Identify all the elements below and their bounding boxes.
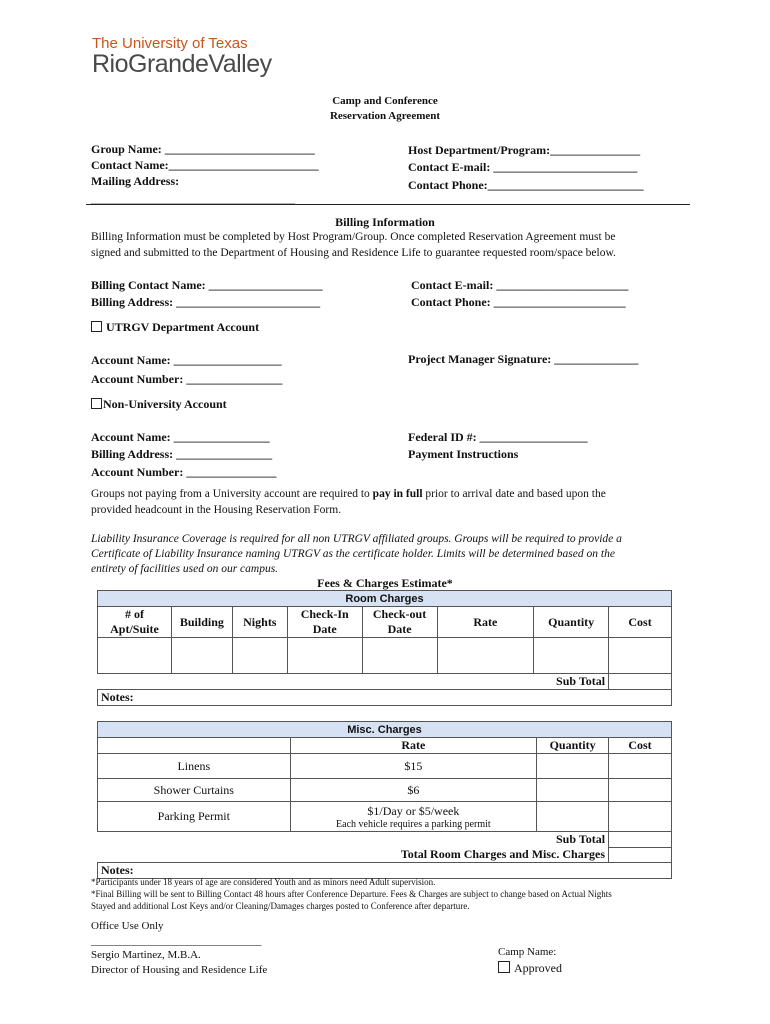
misc-header-rate: Rate xyxy=(290,738,536,754)
header-building: Building xyxy=(171,607,232,638)
room-charges-title: Room Charges xyxy=(98,591,672,607)
liability-line1: Liability Insurance Coverage is required for all non UTRGV affiliated groups. Groups will be required to provide a xyxy=(91,533,622,545)
section-divider xyxy=(86,204,690,205)
non-university-account-label: Non-University Account xyxy=(103,397,227,411)
billing-contact-phone-field[interactable]: Contact Phone: ______________________ xyxy=(411,295,626,309)
nonuni-account-number-field[interactable]: Account Number: _______________ xyxy=(91,465,277,479)
misc-subtotal-value[interactable] xyxy=(609,832,672,848)
misc-charges-title: Misc. Charges xyxy=(98,722,672,738)
billing-contact-name-field[interactable]: Billing Contact Name: ___________________ xyxy=(91,278,323,292)
billing-contact-email-field[interactable]: Contact E-mail: ______________________ xyxy=(411,278,629,292)
misc-header-quantity: Quantity xyxy=(537,738,609,754)
logo-rgv-text: RioGrandeValley xyxy=(92,50,272,78)
utrgv-account-option[interactable] xyxy=(91,320,259,335)
utrgv-account-number-field[interactable]: Account Number: ________________ xyxy=(91,372,283,386)
checkbox-icon[interactable] xyxy=(91,321,102,332)
misc-rate-shower-curtains: $6 xyxy=(290,779,536,802)
room-notes[interactable]: Notes: xyxy=(98,690,672,706)
groups-payment-note: Groups not paying from a University account are required to pay in full prior to arrival date and based upon the xyxy=(91,488,606,500)
misc-rate-linens: $15 xyxy=(290,754,536,779)
logo-university-text: The University of Texas xyxy=(92,35,248,52)
grand-total-value[interactable] xyxy=(609,847,672,863)
checkbox-icon[interactable] xyxy=(91,398,102,409)
cell-apt-suite[interactable] xyxy=(98,638,172,674)
approved-option[interactable] xyxy=(498,961,562,976)
office-use-label: Office Use Only xyxy=(91,920,164,932)
footnote-billing: *Final Billing will be sent to Billing Contact 48 hours after Conference Departure. Fees & Charges are subject to change based on Actual Nights xyxy=(91,889,612,899)
parking-permit-note: Each vehicle requires a parking permit xyxy=(336,818,491,830)
cell-check-in[interactable] xyxy=(287,638,362,674)
utrgv-account-name-field[interactable]: Account Name: __________________ xyxy=(91,353,282,367)
header-check-out: Check-out Date xyxy=(362,607,437,638)
header-quantity: Quantity xyxy=(534,607,609,638)
billing-heading: Billing Information xyxy=(335,215,435,229)
nonuni-account-name-field[interactable]: Account Name: ________________ xyxy=(91,430,270,444)
billing-text-line1: Billing Information must be completed by Host Program/Group. Once completed Reservation Agreement must be xyxy=(91,231,616,243)
liability-line3: entirety of facilities used on our campus. xyxy=(91,563,279,575)
misc-cost-linens[interactable] xyxy=(609,754,672,779)
misc-charges-table xyxy=(97,721,672,879)
cell-cost[interactable] xyxy=(609,638,672,674)
group-contact-phone-field[interactable]: Contact Phone:__________________________ xyxy=(408,178,644,192)
director-name: Sergio Martinez, M.B.A. xyxy=(91,949,201,961)
misc-qty-parking-permit[interactable] xyxy=(537,802,609,832)
misc-cost-shower-curtains[interactable] xyxy=(609,779,672,802)
misc-header-cost: Cost xyxy=(609,738,672,754)
group-contact-email-field[interactable]: Contact E-mail: ________________________ xyxy=(408,160,638,174)
contact-name-field[interactable]: Contact Name:_________________________ xyxy=(91,158,319,172)
mailing-address-label: Mailing Address: xyxy=(91,174,180,188)
federal-id-field[interactable]: Federal ID #: __________________ xyxy=(408,430,588,444)
group-name-field[interactable]: Group Name: _________________________ xyxy=(91,142,315,156)
signature-line[interactable]: _______________________________ xyxy=(91,935,262,947)
header-rate: Rate xyxy=(437,607,534,638)
doc-title-line2: Reservation Agreement xyxy=(329,110,441,122)
header-check-in: Check-In Date xyxy=(287,607,362,638)
footnote-billing-line2: Stayed and additional Lost Keys and/or Cleaning/Damages charges posted to Conference after departure. xyxy=(91,901,470,911)
mailing-address-field[interactable]: __________________________________ xyxy=(91,192,295,206)
header-nights: Nights xyxy=(232,607,287,638)
project-manager-signature-field[interactable]: Project Manager Signature: ______________ xyxy=(408,352,639,366)
doc-title-line1: Camp and Conference xyxy=(332,95,438,107)
misc-rate-parking-permit: $1/Day or $5/week Each vehicle requires a parking permit xyxy=(290,802,536,832)
payment-instructions-label: Payment Instructions xyxy=(408,447,519,461)
misc-qty-linens[interactable] xyxy=(537,754,609,779)
grand-total-label: Total Room Charges and Misc. Charges xyxy=(400,847,606,861)
billing-address-field[interactable]: Billing Address: ________________________ xyxy=(91,295,321,309)
misc-item-linens: Linens xyxy=(98,754,291,779)
cell-building[interactable] xyxy=(171,638,232,674)
room-subtotal-label: Sub Total xyxy=(534,674,609,690)
fees-title: Fees & Charges Estimate* xyxy=(317,576,453,590)
cell-check-out[interactable] xyxy=(362,638,437,674)
nonuni-billing-address-field[interactable]: Billing Address: ________________ xyxy=(91,447,273,461)
room-charges-table xyxy=(97,590,672,706)
misc-item-shower-curtains: Shower Curtains xyxy=(98,779,291,802)
misc-subtotal-label: Sub Total xyxy=(556,832,606,846)
cell-quantity[interactable] xyxy=(534,638,609,674)
host-dept-field[interactable]: Host Department/Program:_______________ xyxy=(408,143,641,157)
misc-item-parking-permit: Parking Permit xyxy=(98,802,291,832)
misc-qty-shower-curtains[interactable] xyxy=(537,779,609,802)
cell-nights[interactable] xyxy=(232,638,287,674)
liability-line2: Certificate of Liability Insurance naming UTRGV as the certificate holder. Limits will be determined based on the xyxy=(91,548,615,560)
header-apt-suite: # of Apt/Suite xyxy=(98,607,172,638)
misc-cost-parking-permit[interactable] xyxy=(609,802,672,832)
camp-name-label: Camp Name: xyxy=(498,946,557,958)
director-title: Director of Housing and Residence Life xyxy=(91,964,268,976)
footnote-youth: *Participants under 18 years of age are considered Youth and as minors need Adult supervision. xyxy=(91,877,436,887)
approved-label: Approved xyxy=(514,961,562,975)
cell-rate[interactable] xyxy=(437,638,534,674)
billing-text-line2: signed and submitted to the Department of Housing and Residence Life to guarantee requested room/space below. xyxy=(91,247,616,259)
header-cost: Cost xyxy=(609,607,672,638)
checkbox-icon[interactable] xyxy=(498,961,510,973)
groups-payment-note-line2: provided headcount in the Housing Reservation Form. xyxy=(91,504,342,516)
non-university-account-option[interactable] xyxy=(91,397,227,412)
utrgv-account-label: UTRGV Department Account xyxy=(106,320,260,334)
misc-notes[interactable]: Notes: xyxy=(98,863,672,879)
room-subtotal-value[interactable] xyxy=(609,674,672,690)
